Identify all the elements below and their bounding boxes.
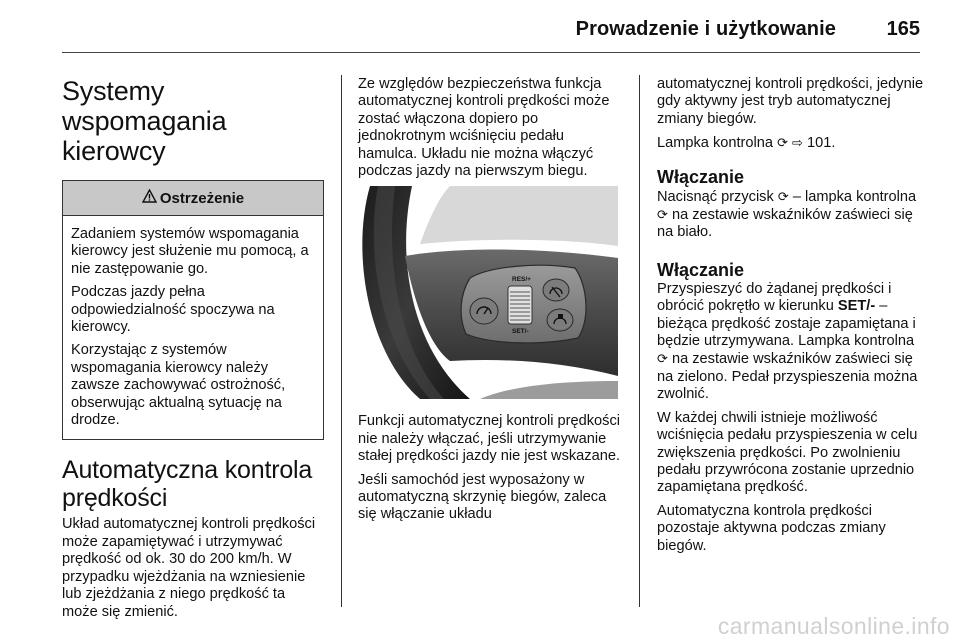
page-ref-arrow-icon: ⇨ [792, 135, 803, 151]
cruise-control-icon: ⟳ [657, 351, 668, 367]
steering-wheel-figure [360, 186, 618, 399]
page-reference: 101. [807, 135, 836, 152]
warning-triangle-icon [142, 189, 157, 207]
column-3 [657, 76, 927, 561]
warning-paragraph: Zadaniem systemów wspomagania kierowcy jest służenie mu pomocą, a nie zastępowanie go. [71, 226, 309, 277]
cruise-control-icon: ⟳ [657, 207, 668, 223]
set-label: SET/- [512, 328, 529, 336]
res-label: RES/+ [512, 276, 531, 284]
warning-body [63, 216, 323, 439]
column-1 [62, 76, 324, 627]
body-paragraph: Ze względów bezpieczeństwa funkcja automatycznej kontroli prędkości może zostać włączona dopiero po jednokrotnym wciśnięciu pedału hamulca. Układu nie można włączyć podczas jazdy na pierwszym biegu. [358, 76, 610, 180]
body-paragraph: automatycznej kontroli prędkości, jedynie gdy aktywny jest tryb automatycznej zmiany biegów. [657, 76, 924, 127]
body-paragraph [657, 281, 927, 404]
cruise-control-icon: ⟳ [777, 188, 789, 204]
column-divider [639, 75, 640, 607]
section-title: Systemy wspomagania kierowcy [62, 76, 227, 166]
body-paragraph: W każdej chwili istnieje możliwość wciśnięcia pedału przyspieszenia w celu zwiększenia prędkości. Po zwolnieniu pedału przywrócona zostanie uprzednio zapamiętana prędkość. [657, 409, 918, 496]
header-title: Prowadzenie i użytkowanie [575, 18, 836, 40]
text-run: – bieżąca prędkość zostaje zapamiętana i będzie utrzymywana. Lampka kontrolna [657, 298, 916, 350]
page-header [62, 16, 920, 53]
body-paragraph [657, 134, 927, 152]
text-run: Nacisnąć przycisk [657, 188, 774, 205]
body-paragraph: Jeśli samochód jest wyposażony w automatyczną skrzynię biegów, zaleca się włączanie układu [358, 471, 607, 523]
page-number: 165 [886, 18, 920, 40]
warning-title: Ostrzeżenie [159, 189, 245, 207]
column-divider [341, 75, 342, 607]
subsection-title: Automatyczna kontrola prędkości [62, 456, 313, 513]
body-paragraph: Układ automatycznej kontroli prędkości może zapamiętywać i utrzymywać prędkość od ok. 30 do 200 km/h. W przypadku wjeżdżania na wzniesienie lub zjeżdżania z niego prędkość ta może się zmienić. [62, 516, 316, 620]
indicator-label: Lampka kontrolna [657, 135, 774, 152]
warning-header [63, 181, 323, 216]
text-run: na zestawie wskaźników zaświeci się na zielono. Pedał przyspieszenia można zwolnić. [657, 351, 918, 403]
warning-paragraph: Korzystając z systemów wspomagania kierowcy należy zawsze zachowywać ostrożność, obserwując aktualną sytuację na drodze. [71, 342, 286, 429]
steering-wheel-illustration [360, 186, 618, 399]
body-paragraph: Automatyczna kontrola prędkości pozostaje aktywna podczas zmiany biegów. [657, 502, 886, 554]
body-paragraph: Funkcji automatycznej kontroli prędkości nie należy włączać, jeśli utrzymywanie stałej prędkości jazdy nie jest wskazane. [358, 413, 621, 465]
body-paragraph [657, 188, 927, 242]
set-minus-label: SET/- [837, 298, 876, 315]
text-run: Przyspieszyć do żądanej prędkości i obrócić pokrętło w kierunku [657, 280, 892, 315]
warning-box [62, 180, 324, 440]
heading-wlaczanie: Włączanie [657, 166, 745, 187]
text-run: na zestawie wskaźników zaświeci się na biało. [657, 207, 913, 241]
column-2 [358, 76, 624, 530]
heading-wlaczanie-2: Włączanie [657, 259, 745, 280]
warning-paragraph: Podczas jazdy pełna odpowiedzialność spoczywa na kierowcy. [71, 284, 275, 336]
cruise-control-icon: ⟳ [777, 135, 788, 151]
text-run: – lampka kontrolna [792, 188, 917, 205]
watermark: carmanualsonline.info [717, 613, 950, 639]
